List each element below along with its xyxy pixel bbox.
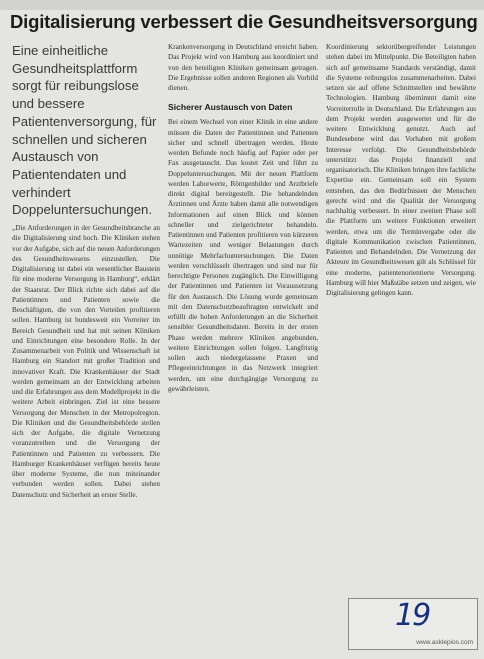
body-text-col1: „Die Anforderungen in der Gesundheitsbranche an die Digitalisierung sind hoch. Die Kliniken stehen vor der Aufgabe, sich auf die neuen Anforderungen des Gesundheitswesens einzustellen. Die Digitalisierung ist dabei ein wesentlicher Baustein für eine moderne Versorgung in Hamburg“, erklärt der Staatsrat. Der Blick richte sich dabei auf die Patientinnen und Patienten sowie die Beschäftigten, die von den Vorteilen profitieren sollen. Hamburg ist bundesweit ein Vorreiter im Bereich Gesundheit und hat mit seinen Kliniken und Einrichtungen eine besondere Rolle. In der Zusammenarbeit von Politik und Wissenschaft ist Hamburg ein Standort mit großer Tradition und innovativer Kraft. Die Krankenhäuser der Stadt werden gemeinsam an der Entwicklung arbeiten und die Erfahrungen aus dem Modellprojekt in die weitere Arbeit einbringen. Ziel ist eine bessere Versorgung der Menschen in der Metropolregion. Die Kliniken und die Gesundheitsbehörde stellen sich der Aufgabe, die digitale Vernetzung voranzutreiben und die Versorgung der Patientinnen und Patienten zu verbessern. Die Hamburger Krankenhäuser verfügen bereits heute über moderne Systeme, die nun miteinander verbunden werden sollen. Dabei stehen Datenschutz und Sicherheit an erster Stelle.	[12, 224, 160, 499]
footer-url[interactable]: www.asklepios.com	[416, 639, 473, 646]
page-footer-box	[348, 598, 478, 650]
column-left	[12, 42, 160, 644]
body-text-col3: Koordinierung sektorübergreifender Leistungen stehen dabei im Mittelpunkt. Die Beteiligten haben sich auf gemeinsame Standards verständigt, damit die Systeme reibungslos zusammenarbeiten. Dabei setzen sie auf offene Schnittstellen und bewährte Technologien. Hamburg übernimmt damit eine Vorreiterrolle in Deutschland. Die Erfahrungen aus dem Projekt werden ausgewertet und für die weitere Entwicklung genutzt. Auch auf Bundesebene wird das Vorhaben mit großem Interesse verfolgt. Die Gesundheitsbehörde unterstützt das Projekt finanziell und organisatorisch. Die Kliniken bringen ihre fachliche Expertise ein. Gemeinsam soll ein System entstehen, das den Bedürfnissen der Menschen gerecht wird und die Qualität der Versorgung nachhaltig verbessert. In einer zweiten Phase soll die Plattform um weitere Funktionen erweitert werden, etwa um die Terminvergabe oder die digitale Kommunikation zwischen Patientinnen, Patienten und Behandelnden. Die Vernetzung der Akteure im Gesundheitswesen gilt als Schlüssel für eine moderne, patientenorientierte Versorgung. Hamburg will hier Maßstäbe setzen und zeigen, wie Digitalisierung gelingen kann.	[326, 43, 476, 297]
body-text-col2: Bei einem Wechsel von einer Klinik in eine andere müssen die Daten der Patientinnen und Patienten sicher und schnell übertragen werden. Heute werden Befunde noch häufig auf Papier oder per Fax ausgetauscht. Das kostet Zeit und führt zu Doppeluntersuchungen. Mit der neuen Plattform werden Laborwerte, Röntgenbilder und Arztbriefe direkt digital bereitgestellt. Die behandelnden Ärztinnen und Ärzte haben damit alle notwendigen Informationen auf einen Blick und können schneller und zielgerichteter behandeln. Patientinnen und Patienten profitieren von kürzeren Wartezeiten und weniger Belastungen durch unnötige Mehrfachuntersuchungen. Die Daten werden verschlüsselt übertragen und sind nur für berechtigte Personen zugänglich. Die Einwilligung der Patientinnen und Patienten ist Voraussetzung für den Austausch. Die Lösung wurde gemeinsam mit den Datenschutzbeauftragten entwickelt und erfüllt die hohen Anforderungen an die Sicherheit sensibler Gesundheitsdaten. Bereits in der ersten Phase werden mehrere Kliniken angebunden, weitere Einrichtungen sollen folgen. Langfristig sollen auch niedergelassene Praxen und Pflegeeinrichtungen in das Netzwerk integriert werden, um eine durchgängige Versorgung zu gewährleisten.	[168, 118, 318, 393]
article-headline: Digitalisierung verbessert die Gesundheitsversorgung	[10, 11, 478, 32]
page-number: 19	[395, 598, 430, 633]
column-middle	[168, 42, 318, 644]
column-right	[326, 42, 476, 602]
section-subheading: Sicherer Austausch von Daten	[168, 102, 293, 113]
article-lead: Eine einheitliche Gesundheitsplattform sorgt für reibungslose und bessere Patientenversorgung, für schnellen und sicheren Austausch von Patientendaten und verhindert Doppeluntersuchungen.	[12, 43, 157, 218]
top-bar	[0, 0, 484, 10]
body-text-col2-top: Krankenversorgung in Deutschland erreicht haben. Das Projekt wird von Hamburg aus koordiniert und von den beteiligten Kliniken gemeinsam getragen. Die Ergebnisse sollen anderen Regionen als Vorbild dienen.	[168, 43, 318, 92]
